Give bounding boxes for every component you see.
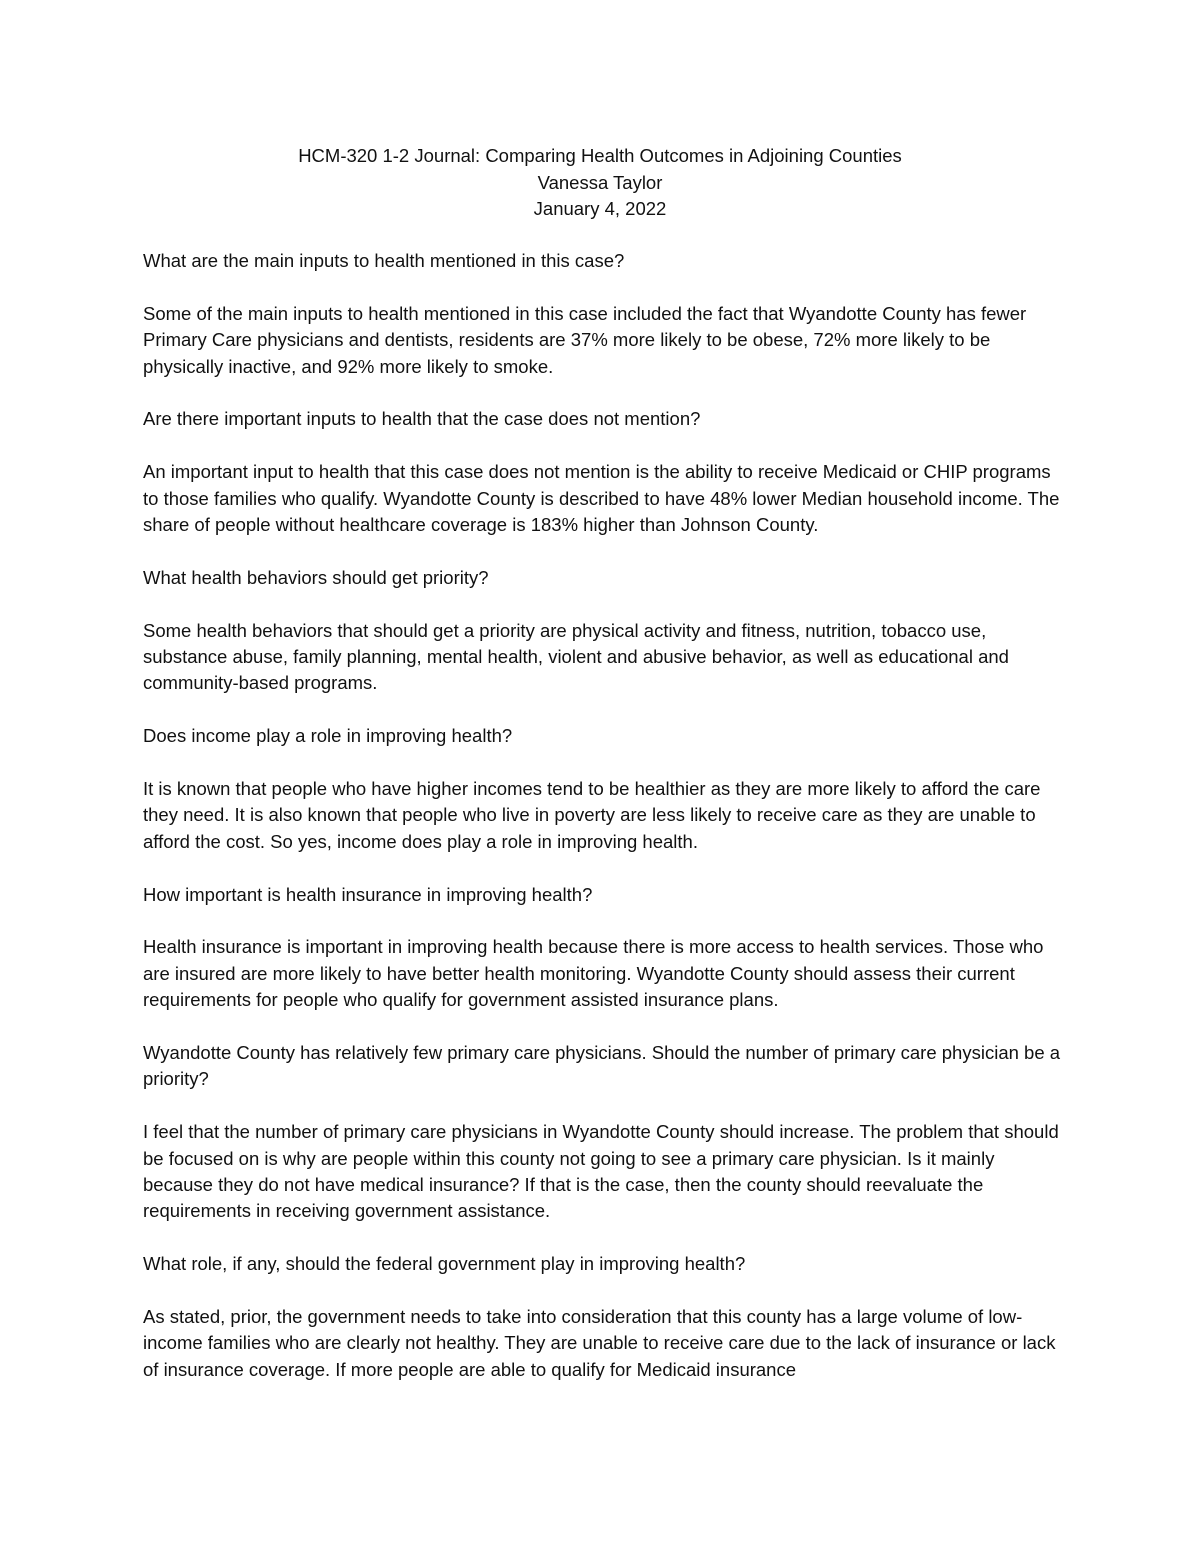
answer-5: Health insurance is important in improving health because there is more access to health services. Those who are insured are more likely to have better health monitoring. Wyandotte County should assess their current requirements for people who qualify for government assisted insurance plans. (143, 936, 1044, 1011)
question-6: Wyandotte County has relatively few primary care physicians. Should the number of primary care physician be a priority? (143, 1042, 1061, 1090)
question-1: What are the main inputs to health mentioned in this case? (143, 250, 625, 271)
document-date: January 4, 2022 (533, 198, 667, 219)
answer-7: As stated, prior, the government needs to take into consideration that this county has a large volume of low-income families who are clearly not healthy. They are unable to receive care due to the lack of insurance or lack of insurance coverage. If more people are able to qualify for Medicaid insurance (143, 1306, 1056, 1380)
answer-6: I feel that the number of primary care physicians in Wyandotte County should increase. The problem that should be focused on is why are people within this county not going to see a primary care physician. Is it mainly because they do not have medical insurance? If that is the case, then the county should reevaluate the requirements in receiving government assistance. (143, 1121, 1059, 1222)
question-3: What health behaviors should get priority? (143, 566, 489, 588)
answer-4: It is known that people who have higher incomes tend to be healthier as they are more likely to afford the care they need. It is also known that people who live in poverty are less likely to receive care as they are unable to afford the cost. So yes, income does play a role in improving health. (143, 778, 1041, 852)
question-5: How important is health insurance in improving health? (143, 883, 593, 905)
document-title: HCM-320 1-2 Journal: Comparing Health Outcomes in Adjoining Counties (298, 145, 902, 166)
author-name: Vanessa Taylor (537, 171, 663, 193)
answer-2: An important input to health that this case does not mention is the ability to receive Medicaid or CHIP programs to those families who qualify. Wyandotte County is described to have 48% lower Median household income. The share of people without healthcare coverage is 183% higher than Johnson County. (143, 461, 1060, 536)
answer-3: Some health behaviors that should get a priority are physical activity and fitness, nutrition, tobacco use, substance abuse, family planning, mental health, violent and abusive behavior, as well as educational and community-based programs. (143, 619, 1009, 694)
question-4: Does income play a role in improving health? (143, 725, 513, 747)
question-2: Are there important inputs to health that the case does not mention? (143, 408, 701, 430)
question-7: What role, if any, should the federal government play in improving health? (143, 1253, 746, 1275)
document-body (143, 248, 1063, 1410)
document-header (0, 143, 1200, 223)
answer-1: Some of the main inputs to health mentioned in this case included the fact that Wyandotte County has fewer Primary Care physicians and dentists, residents are 37% more likely to be obese, 72% more likely to be physically inactive, and 92% more likely to smoke. (143, 302, 1027, 377)
